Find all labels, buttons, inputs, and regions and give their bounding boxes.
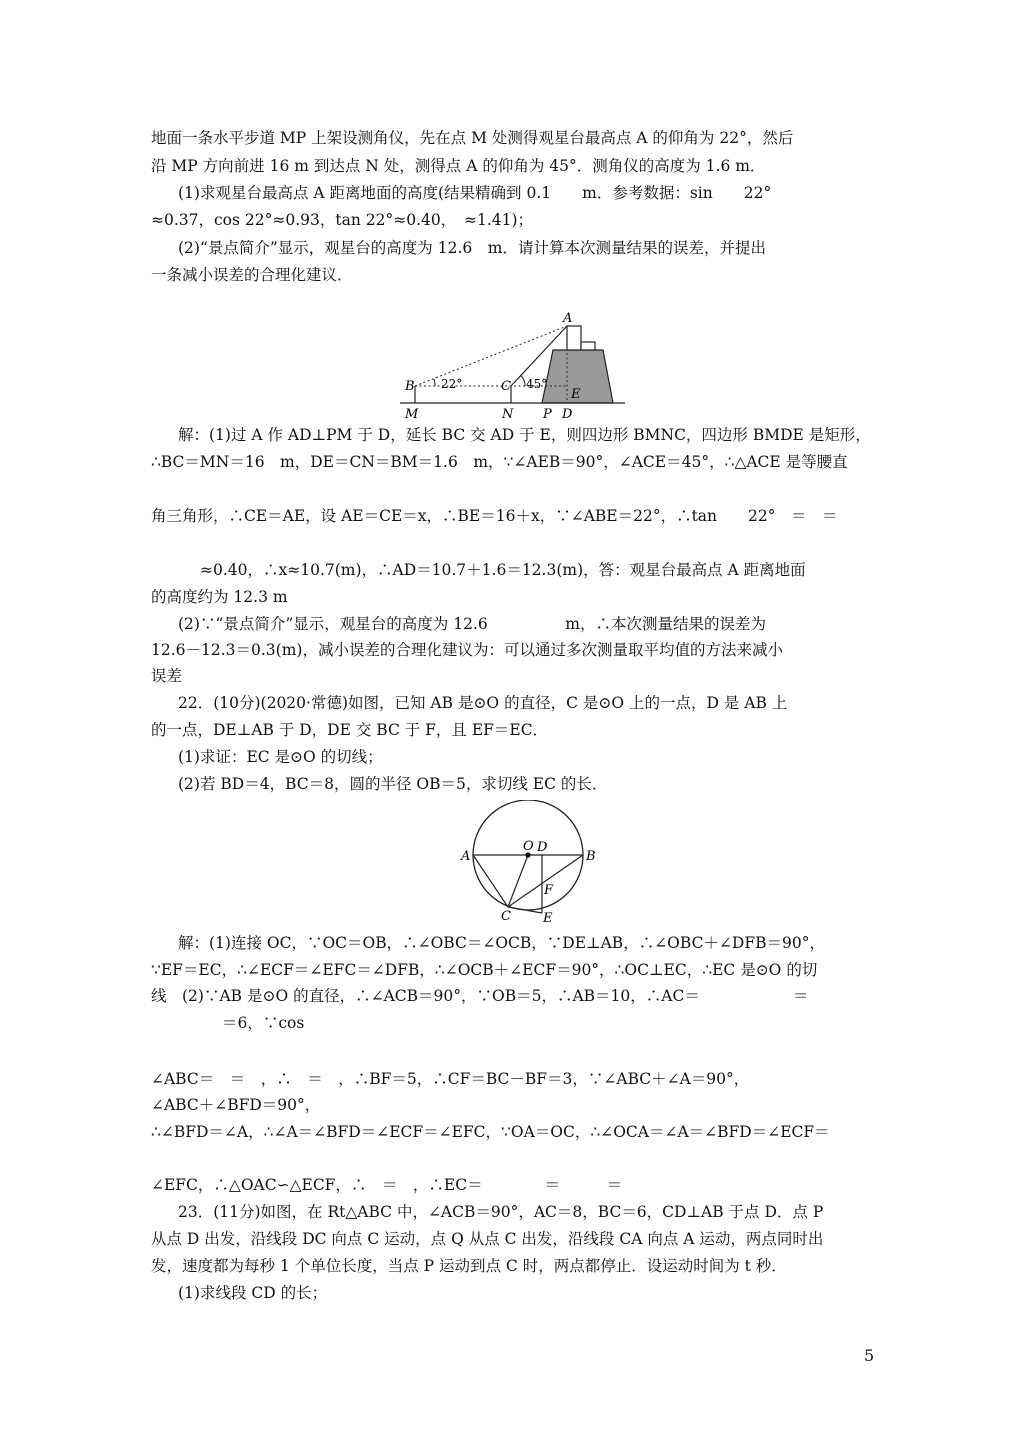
text-line: 一条减小误差的合理化建议． — [151, 266, 353, 284]
text-line: 角三角形，∴CE＝AE，设 AE＝CE＝x，∴BE＝16＋x，∵∠ABE＝22°，∴tan 22° ＝ ＝ — [151, 507, 838, 525]
text-line: ∠ABC＝ ＝ ，∴ ＝ ，∴BF＝5，∴CF＝BC－BF＝3，∵∠ABC＋∠A＝90°， — [151, 1070, 750, 1088]
text-line: (1)求证：EC 是⊙O 的切线； — [178, 748, 383, 766]
label-C: C — [501, 909, 511, 924]
text-line: 线 (2)∵AB 是⊙O 的直径，∴∠ACB＝90°，∵OB＝5，∴AB＝10，∴AC＝ ＝ — [151, 987, 809, 1005]
label-E: E — [571, 387, 581, 402]
angle-45: 45° — [526, 377, 548, 391]
text-line: 的一点，DE⊥AB 于 D，DE 交 BC 于 F，且 EF＝EC． — [151, 721, 549, 739]
text-line: ＝6，∵cos — [222, 1014, 305, 1032]
label-D: D — [562, 407, 573, 422]
figure-observatory — [395, 308, 655, 423]
text-line: 解：(1)连接 OC，∵OC＝OB，∴∠OBC＝∠OCB，∵DE⊥AB，∴∠OBC＋∠DFB＝90°， — [178, 934, 825, 952]
text-line: ∴BC＝MN＝16 m，DE＝CN＝BM＝1.6 m，∵∠AEB＝90°，∠ACE＝45°，∴△ACE 是等腰直 — [151, 453, 848, 471]
text-line: ∠EFC，∴△OAC∽△ECF，∴ ＝ ，∴EC＝ ＝ ＝ — [151, 1176, 623, 1194]
text-line: 12.6－12.3＝0.3(m)，减小误差的合理化建议为：可以通过多次测量取平均值的方法来减小 — [151, 641, 783, 659]
text-line: 沿 MP 方向前进 16 m 到达点 N 处，测得点 A 的仰角为 45°．测角仪的高度为 1.6 m． — [151, 157, 766, 175]
text-line: 误差 — [151, 667, 183, 685]
angle-22: 22° — [441, 377, 463, 391]
label-M: M — [405, 407, 419, 422]
label-N: N — [502, 407, 514, 422]
label-A: A — [563, 311, 573, 326]
text-line: 22．(10分)(2020·常德)如图，已知 AB 是⊙O 的直径，C 是⊙O 上的一点，D 是 AB 上 — [178, 694, 788, 712]
label-O: O — [523, 839, 534, 854]
text-line: ≈0.37，cos 22°≈0.93，tan 22°≈0.40， ≈1.41)； — [151, 211, 534, 229]
text-line: ≈0.40，∴x≈10.7(m)，∴AD＝10.7＋1.6＝12.3(m)，答：观星台最高点 A 距离地面 — [200, 561, 806, 579]
figure-circle — [458, 800, 608, 925]
text-line: 的高度约为 12.3 m — [151, 588, 288, 606]
label-B: B — [586, 849, 596, 864]
text-line: 从点 D 出发，沿线段 DC 向点 C 运动，点 Q 从点 C 出发，沿线段 CA 向点 A 运动，两点同时出 — [151, 1230, 824, 1248]
text-line: (1)求观星台最高点 A 距离地面的高度(结果精确到 0.1 m．参考数据：sin 22° — [178, 184, 772, 202]
text-line: (1)求线段 CD 的长； — [178, 1284, 328, 1302]
label-C: C — [501, 379, 511, 394]
label-A: A — [461, 849, 471, 864]
text-line: (2)“景点简介”显示，观星台的高度为 12.6 m．请计算本次测量结果的误差，并提出 — [178, 239, 766, 257]
label-P: P — [543, 407, 552, 422]
text-line: ∵EF＝EC，∴∠ECF＝∠EFC＝∠DFB，∴∠OCB＋∠ECF＝90°，∴OC⊥EC，∴EC 是⊙O 的切 — [151, 961, 818, 979]
page-number: 5 — [864, 1346, 875, 1365]
text-line: ∴∠BFD＝∠A，∴∠A＝∠BFD＝∠ECF＝∠EFC，∵OA＝OC，∴∠OCA＝∠A＝∠BFD＝∠ECF＝ — [151, 1123, 830, 1141]
label-D: D — [537, 840, 548, 855]
text-line: 23．(11分)如图，在 Rt△ABC 中，∠ACB＝90°，AC＝8，BC＝6，CD⊥AB 于点 D．点 P — [178, 1203, 824, 1221]
label-F: F — [544, 883, 554, 898]
label-B: B — [405, 379, 415, 394]
text-line: 地面一条水平步道 MP 上架设测角仪，先在点 M 处测得观星台最高点 A 的仰角为 22°，然后 — [151, 129, 794, 147]
text-line: 发，速度都为每秒 1 个单位长度，当点 P 运动到点 C 时，两点都停止．设运动时间为 t 秒． — [151, 1257, 787, 1275]
text-line: (2)若 BD＝4，BC＝8，圆的半径 OB＝5，求切线 EC 的长． — [178, 775, 608, 793]
text-line: ∠ABC＋∠BFD＝90°， — [151, 1096, 321, 1114]
text-line: (2)∵“景点简介”显示，观星台的高度为 12.6 m，∴本次测量结果的误差为 — [178, 615, 766, 633]
text-line: 解：(1)过 A 作 AD⊥PM 于 D，延长 BC 交 AD 于 E，则四边形 BMNC，四边形 BMDE 是矩形， — [178, 426, 871, 444]
label-E: E — [543, 911, 553, 925]
